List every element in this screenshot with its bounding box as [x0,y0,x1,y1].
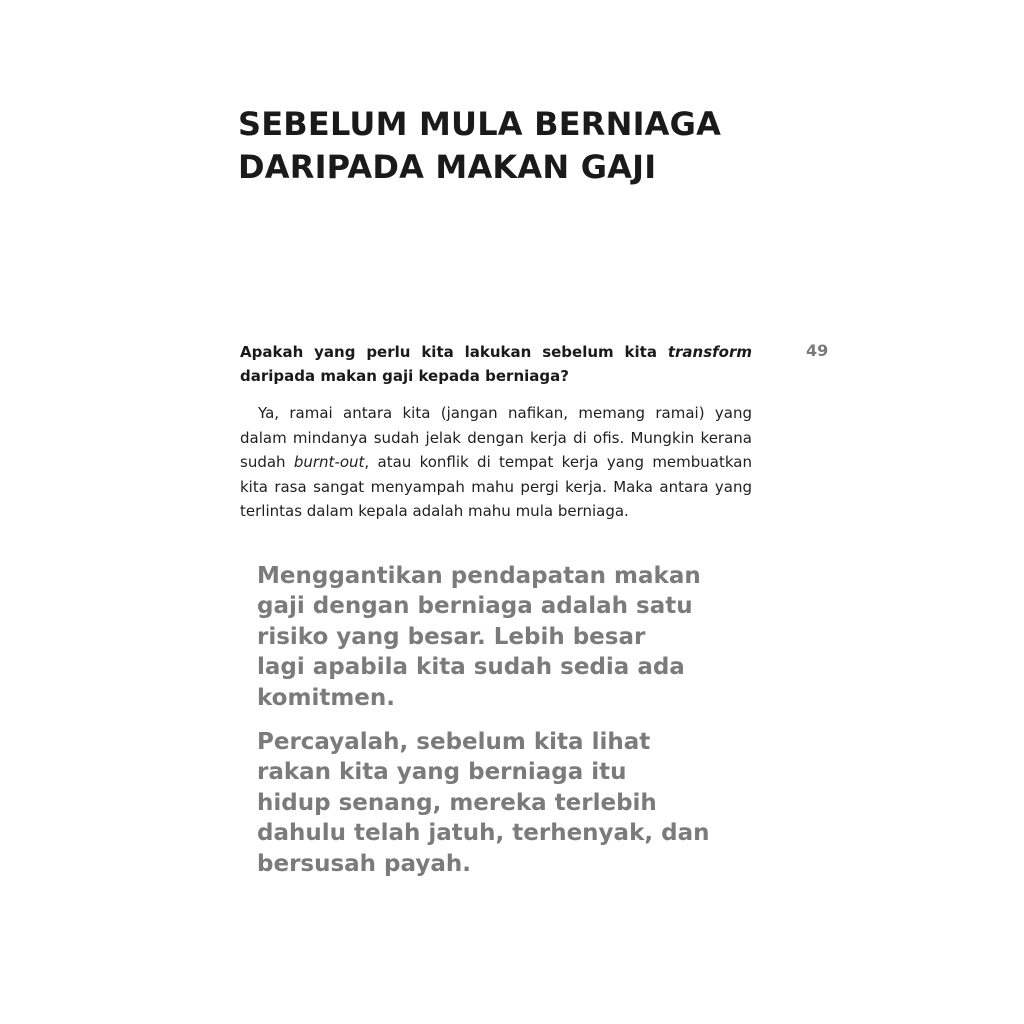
pull-quote-line: risiko yang besar. Lebih besar [257,623,646,650]
pull-quote-line: Percayalah, sebelum kita lihat [257,729,651,755]
pull-quote-line: lagi apabila kita sudah sedia ada [257,654,685,681]
pull-quote-line: komitmen. [257,684,395,711]
question-emphasis: transform [667,343,752,361]
pull-quote [257,561,747,713]
pull-quote-line: dahulu telah jatuh, terhenyak, dan [257,820,710,847]
pull-quote-line: hidup senang, mereka terlebih [257,789,657,816]
pull-quote-line: rakan kita yang berniaga itu [257,759,627,786]
section-question [240,340,752,388]
pull-quote [257,727,747,879]
question-text: daripada makan gaji kepada berniaga? [240,367,569,385]
body-paragraph [240,401,752,524]
chapter-title-line: SEBELUM MULA BERNIAGA [238,105,722,143]
chapter-title [238,103,798,189]
question-text: Apakah yang perlu kita lakukan sebelum kita [240,343,668,361]
pull-quote-line: bersusah payah. [257,850,471,877]
chapter-title-line: DARIPADA MAKAN GAJI [238,148,657,186]
paragraph-emphasis: burnt-out [293,453,365,472]
page-number: 49 [806,341,829,360]
paragraph-text: Ya, ramai antara kita (jangan nafikan, memang ramai) yang dalam mindanya sudah jelak dengan kerja di ofis. Mungkin kerana sudah [240,404,752,472]
paragraph-text: , atau konflik di tempat kerja yang membuatkan kita rasa sangat menyampah mahu pergi kerja. Maka antara yang terlintas dalam kepala adalah mahu mula berniaga. [240,453,752,521]
pull-quote-line: Menggantikan pendapatan makan [257,563,701,589]
pull-quote-line: gaji dengan berniaga adalah satu [257,593,693,620]
